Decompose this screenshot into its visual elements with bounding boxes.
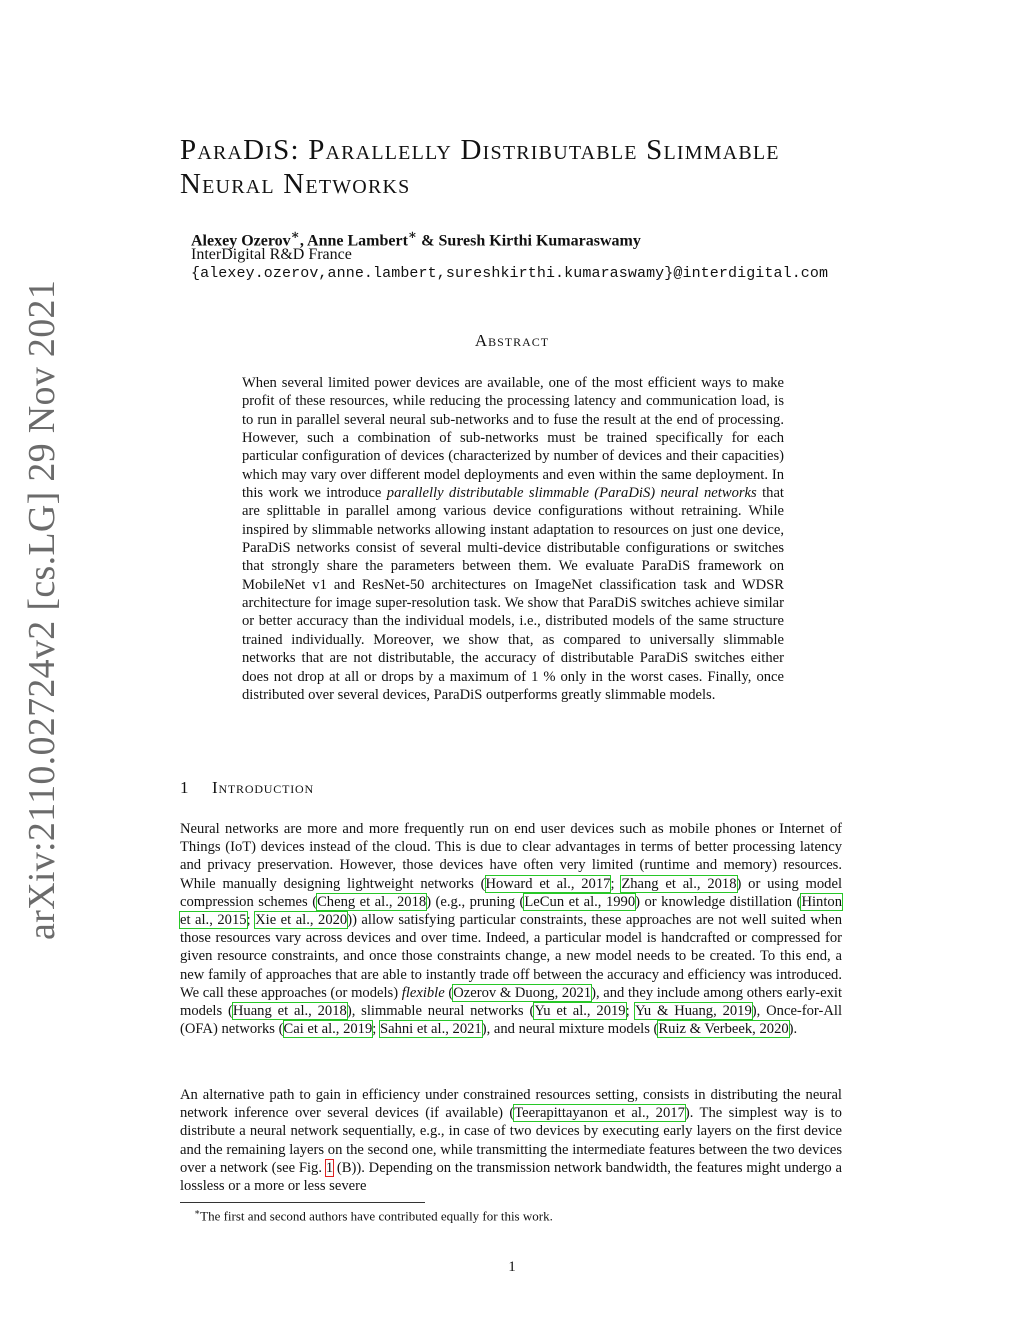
footnote-mark: ∗ <box>194 1207 201 1217</box>
citation-link[interactable]: Yu et al., 2019 <box>534 1003 626 1020</box>
arxiv-stamp-text: arXiv:2110.02724v2 [cs.LG] 29 Nov 2021 <box>21 279 63 940</box>
body-text: An alternative path to gain in efficiency under constrained resources setting, consists in distributing the neural network inference over several devices (if available) ( <box>180 1087 842 1122</box>
author-emails[interactable]: {alexey.ozerov,anne.lambert,sureshkirthi.kumaraswamy}@interdigital.com <box>191 265 829 282</box>
body-text: ), slimmable neural networks ( <box>346 1003 535 1020</box>
body-text: ), and neural mixture models ( <box>481 1021 659 1038</box>
body-text: ; <box>372 1021 380 1038</box>
citation-link[interactable]: Howard et al., 2017 <box>485 875 611 892</box>
section-number: 1 <box>180 778 190 797</box>
citation-link[interactable]: Sahni et al., 2021 <box>379 1021 482 1038</box>
body-text: (B)). Depending on the transmission network bandwidth, the features might undergo a lossless or a more or less severe <box>180 1159 842 1195</box>
author-1: Alexey Ozerov <box>191 232 291 250</box>
body-text: ), and they include among others early-exit models ( <box>180 984 842 1020</box>
citation-link[interactable]: LeCun et al., 1990 <box>524 893 636 910</box>
intro-paragraph-2 <box>180 1086 842 1195</box>
page-number: 1 <box>508 1259 516 1275</box>
body-text: ) or knowledge distillation ( <box>635 893 802 910</box>
arxiv-stamp <box>12 279 72 940</box>
body-text: ; <box>610 875 622 892</box>
body-text: ( <box>444 984 454 1001</box>
citation-link[interactable]: Yu & Huang, 2019 <box>634 1003 752 1020</box>
section-heading <box>180 778 314 798</box>
abstract-emphasis: parallelly distributable slimmable (ParaDiS) neural networks <box>386 485 757 502</box>
footnote-divider <box>180 1202 425 1203</box>
body-text: Neural networks are more and more frequently run on end user devices such as mobile phones or Internet of Things (IoT) devices instead of the cloud. This is due to clear advantages in terms of better processing latency and privacy preservation. However, those devices have often very limited (runtime and memory) resources. While manually designing lightweight networks ( <box>180 821 842 892</box>
body-text: ), Once-for-All (OFA) networks ( <box>180 1003 843 1038</box>
body-text: ) (e.g., pruning ( <box>426 893 525 910</box>
paper-title: ParaDiS: Parallelly Distributable Slimmable Neural Networks <box>180 134 780 200</box>
body-emphasis: flexible <box>401 984 445 1001</box>
citation-link[interactable]: Ozerov & Duong, 2021 <box>453 984 592 1001</box>
intro-paragraph-1 <box>180 820 842 1038</box>
abstract-text: When several limited power devices are available, one of the most efficient ways to make profit of these resources, while reducing the processing latency and communication load, is to run in parallel several neural sub-networks and to fuse the result at the end of processing. However, such a combination of sub-networks must be trained specifically for each particular configuration of devices (characterized by number of devices and their capacities) which may vary over different model deployments and even within the same deployment. In this work we introduce <box>242 375 784 502</box>
abstract-text: that are splittable in parallel among various device configurations without retraining. While inspired by slimmable networks allowing instant adaptation to resources on just one device, ParaDiS networks consist of several multi-device distributable configurations or switches that strongly share the parameters between them. We evaluate ParaDiS framework on MobileNet v1 and ResNet-50 architectures on ImageNet classification task and WDSR architecture for image super-resolution task. We show that ParaDiS switches achieve similar or better accuracy than the individual models, i.e., distributed models of the same structure trained individually. Moreover, we show that, as compared to universally slimmable networks that are not distributable, the accuracy of distributable ParaDiS switches either does not drop at all or drops by a maximum of 1 % only in the worst cases. Finally, once distributed over several devices, ParaDiS outperforms greatly slimmable models. <box>242 485 784 703</box>
body-text: ; <box>246 912 256 929</box>
citation-link[interactable]: Cai et al., 2019 <box>283 1021 373 1038</box>
citation-link[interactable]: Cheng et al., 2018 <box>317 893 427 910</box>
body-text: ) or using model compression schemes ( <box>180 875 843 910</box>
citation-link[interactable]: Ruiz & Verbeek, 2020 <box>658 1021 789 1038</box>
section-title: Introduction <box>212 778 314 797</box>
equal-contribution-mark: ∗ <box>407 227 418 242</box>
author-2: , Anne Lambert <box>299 232 408 250</box>
abstract-heading: Abstract <box>474 331 550 350</box>
footnote <box>194 1207 553 1224</box>
citation-link[interactable]: Huang et al., 2018 <box>232 1003 347 1020</box>
figure-reference-link[interactable]: 1 <box>325 1159 334 1176</box>
footnote-text: The first and second authors have contributed equally for this work. <box>200 1208 553 1224</box>
citation-link[interactable]: Xie et al., 2020 <box>255 912 348 929</box>
abstract-body <box>242 374 784 704</box>
body-text: )) allow satisfying particular constraints, these approaches are not well suited when those resources vary across devices and over time. Indeed, a particular model is handcrafted or compressed for given resource constraints, and once those constraints change, a new model needs to be created. To this end, a new family of approaches that are able to instantly trade off between the accuracy and efficiency was introduced. We call these approaches (or models) <box>180 912 843 1001</box>
author-3: & Suresh Kirthi Kumaraswamy <box>417 232 641 250</box>
body-text: ; <box>625 1003 635 1020</box>
body-text: ). <box>788 1021 798 1038</box>
citation-link[interactable]: Zhang et al., 2018 <box>621 875 737 892</box>
equal-contribution-mark: ∗ <box>290 227 300 242</box>
body-text: ). The simplest way is to distribute a neural network sequentially, e.g., in case of two devices by executing early layers on the first device and the remaining layers on the second one, while transmitting the intermediate features between the two devices over a network (see Fig. <box>180 1105 842 1176</box>
citation-link[interactable]: Hinton et al., 2015 <box>180 893 842 929</box>
affiliation: InterDigital R&D France <box>191 246 352 263</box>
citation-link[interactable]: Teerapittayanon et al., 2017 <box>514 1105 685 1122</box>
